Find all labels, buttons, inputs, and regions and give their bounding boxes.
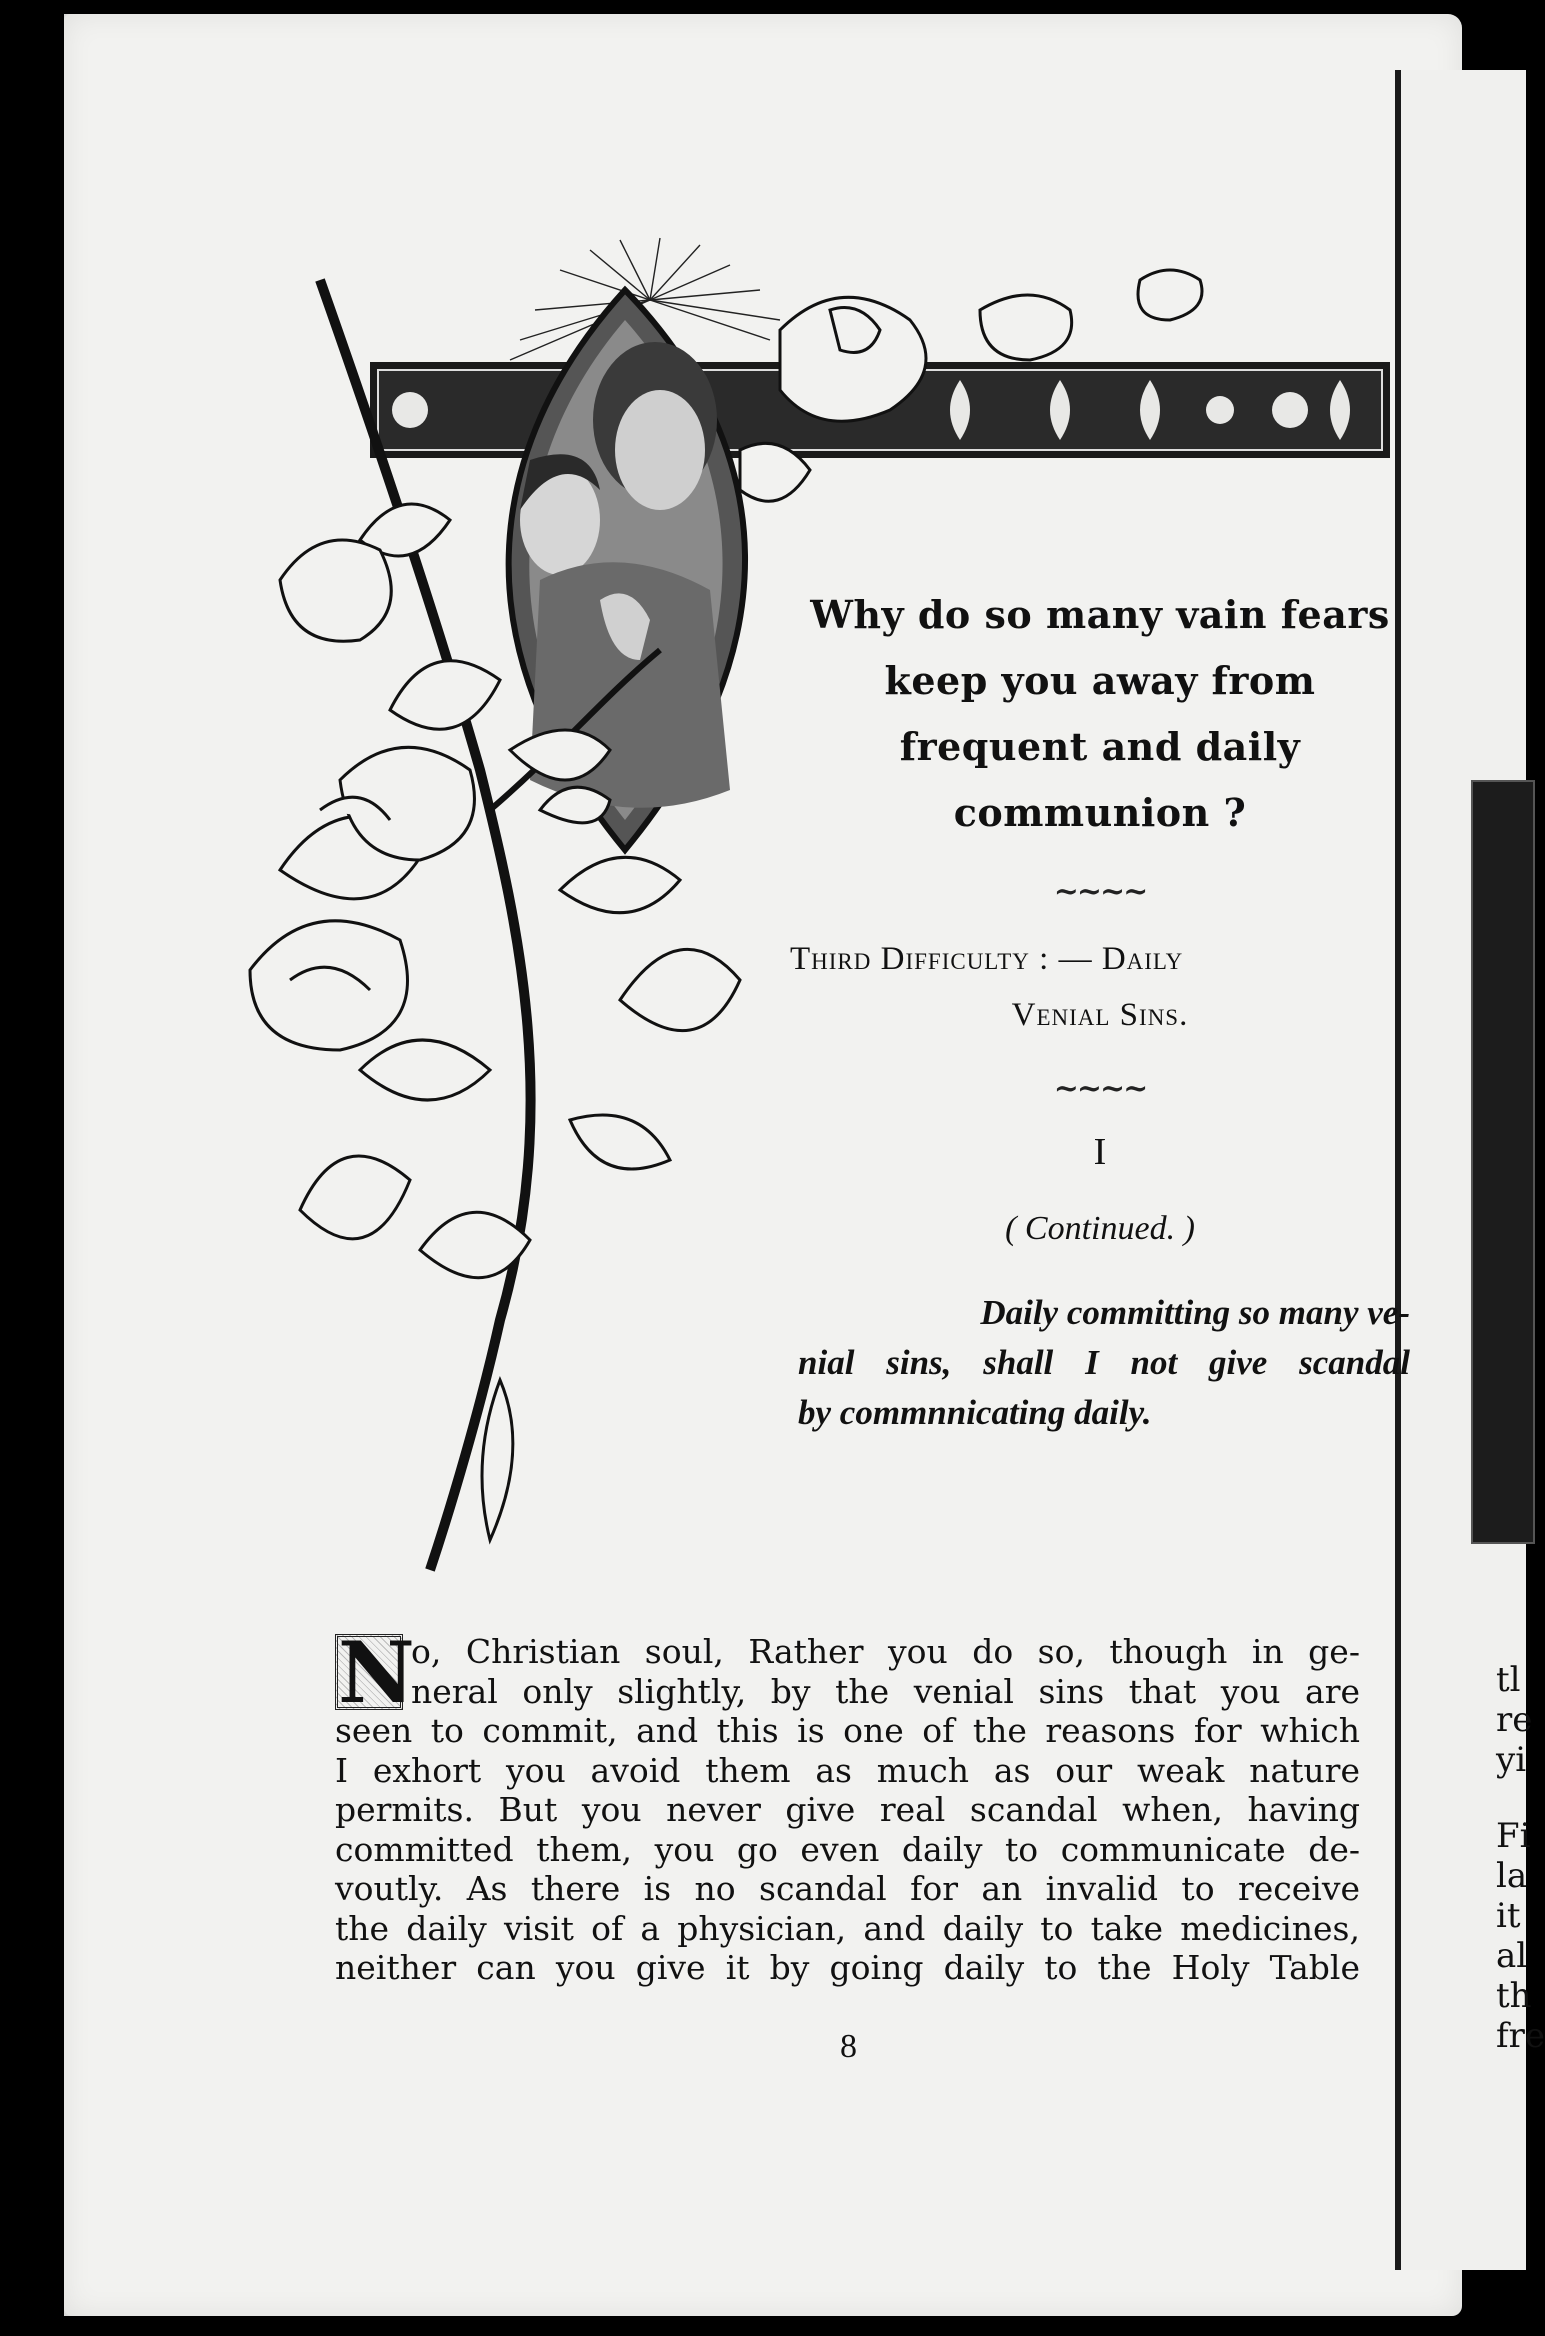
- headline-line: Why do so many vain fears: [810, 592, 1390, 637]
- question-line: Daily committing so many ve-: [980, 1293, 1410, 1332]
- body-line: seen to commit, and this is one of the reasons for which: [335, 1711, 1360, 1750]
- facing-fragment: it: [1496, 1896, 1521, 1936]
- body-line: voutly. As there is no scandal for an invalid to receive: [335, 1869, 1360, 1908]
- body-line: neither can you give it by going daily to the Holy Table: [335, 1948, 1360, 1987]
- body-paragraph: [335, 1623, 1360, 1988]
- body-line: neral only slightly, by the venial sins that you are: [411, 1671, 1360, 1711]
- facing-page-illustration: [1471, 780, 1535, 1544]
- question-line: nial sins, shall I not give scandal: [798, 1343, 1410, 1382]
- body-line: the daily visit of a physician, and daily to take medicines,: [335, 1908, 1360, 1948]
- question-line: by commnnicating daily.: [798, 1393, 1152, 1432]
- headline-line: communion ?: [953, 790, 1247, 835]
- facing-fragment: tl: [1496, 1660, 1521, 1700]
- heading-block: [790, 582, 1410, 1438]
- tilde-ornament: ~~~~: [1053, 1071, 1147, 1106]
- facing-fragment: re: [1496, 1700, 1533, 1740]
- body-line: permits. But you never give real scandal when, having: [335, 1790, 1360, 1829]
- difficulty-heading: [790, 931, 1410, 1043]
- facing-page-edge: [1395, 70, 1545, 2270]
- difficulty-line-2: Venial Sins.: [1011, 997, 1189, 1033]
- page-number: 8: [840, 2028, 857, 2065]
- question-paragraph: [790, 1288, 1410, 1438]
- drop-cap: N: [335, 1634, 403, 1710]
- difficulty-line-1: Third Difficulty : — Daily: [790, 941, 1184, 977]
- body-line: I exhort you avoid them as much as our weak nature: [335, 1750, 1360, 1790]
- continued-note: ( Continued. ): [1005, 1210, 1195, 1247]
- facing-fragment: fre: [1496, 2016, 1545, 2056]
- facing-fragment: Fi: [1496, 1816, 1531, 1856]
- headline-line: keep you away from: [884, 658, 1316, 703]
- facing-fragment: th: [1496, 1976, 1532, 2016]
- body-line: o, Christian soul, Rather you do so, though in ge-: [411, 1632, 1360, 1671]
- facing-fragment: al: [1496, 1936, 1528, 1976]
- facing-fragment: yi: [1496, 1740, 1527, 1780]
- tilde-ornament: ~~~~: [1053, 874, 1147, 909]
- headline-line: frequent and daily: [899, 724, 1301, 769]
- section-numeral: I: [1093, 1131, 1107, 1173]
- body-line: committed them, you go even daily to communicate de-: [335, 1829, 1360, 1869]
- facing-fragment: la: [1496, 1856, 1528, 1896]
